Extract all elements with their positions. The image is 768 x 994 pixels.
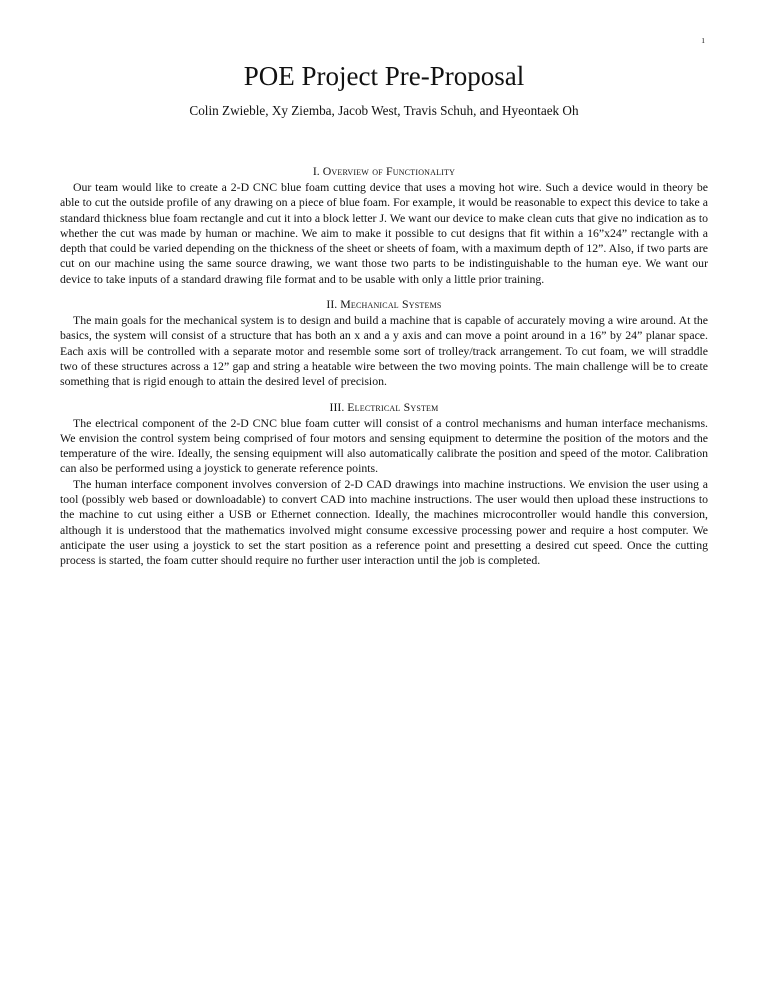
page-number: 1 — [701, 36, 705, 45]
section-electrical — [60, 398, 708, 569]
section-numeral: II. — [326, 297, 338, 312]
section-heading — [60, 398, 708, 416]
section-numeral: I. — [312, 164, 320, 178]
section-numeral: III. — [329, 399, 345, 414]
paragraph: The human interface component involves conversion of 2-D CAD drawings into machine instructions. We envision the user using a tool (possibly web based or downloadable) to convert CAD into machine instructions. The user would then upload these instructions to the machine to cut using either a USB or Ethernet connection. Ideally, the machines microcontroller would handle this conversion, although it is understood that the mathematics involved might consume excessive processing power and require a host computer. We anticipate the user using a joystick to set the start position as a reference point and presetting a desired cut speed. Once the cutting process is started, the foam cutter should require no further user interaction until the job is completed. — [60, 476, 708, 568]
section-overview — [60, 162, 708, 287]
section-title: Mechanical Systems — [340, 297, 442, 312]
section-heading — [60, 162, 708, 180]
paragraph: The electrical component of the 2-D CNC blue foam cutter will consist of a control mechanisms and human interface mechanisms. We envision the control system being comprised of four motors and sensing equipment to determine the position of the motors and the temperature of the wire. Ideally, the sensing equipment will also automatically calibrate the position and speed of the motor. Calibration can also be performed using a joystick to generate reference points. — [60, 415, 708, 476]
paper-title: POE Project Pre-Proposal — [243, 61, 525, 91]
paragraph: Our team would like to create a 2-D CNC blue foam cutting device that uses a moving hot wire. Such a device would in theory be able to cut the outside profile of any drawing on a piece of blue foam. For example, it would be reasonable to expect this device to take a standard thickness blue foam rectangle and cut it into a block letter J. We want our device to make clean cuts that give no indication as to whether the cut was made by human or machine. We aim to make it possible to cut designs that fit within a 16”x24” rectangle with a depth that could be varied depending on the thickness of the sheet or sheets of foam, with a maximum depth of 12”. Also, if two parts are cut on our machine using the same source drawing, we want those two parts to be indistinguishable to the human eye. We want our device to take inputs of a standard drawing file format and to be usable with only a little prior training. — [60, 180, 708, 286]
paper-body — [60, 162, 708, 577]
section-body — [60, 180, 708, 287]
section-body — [60, 313, 708, 389]
section-heading — [60, 295, 708, 313]
section-body — [60, 416, 708, 569]
section-title: Electrical System — [347, 399, 439, 414]
paragraph: The main goals for the mechanical system is to design and build a machine that is capable of accurately moving a wire around. At the basics, the system will consist of a structure that has both an x and a y axis and can move a point around in a 16” by 24” planar space. Each axis will be controlled with a separate motor and resemble some sort of trolley/track arrangement. To cut foam, we will straddle two of these structures across a 12” gap and string a heatable wire between the two moving points. The main challenge will be to create something that is rigid enough to attain the desired level of precision. — [60, 313, 708, 389]
section-mechanical — [60, 295, 708, 389]
section-title: Overview of Functionality — [322, 164, 456, 178]
author-list: Colin Zwieble, Xy Ziemba, Jacob West, Travis Schuh, and Hyeontaek Oh — [189, 103, 579, 118]
